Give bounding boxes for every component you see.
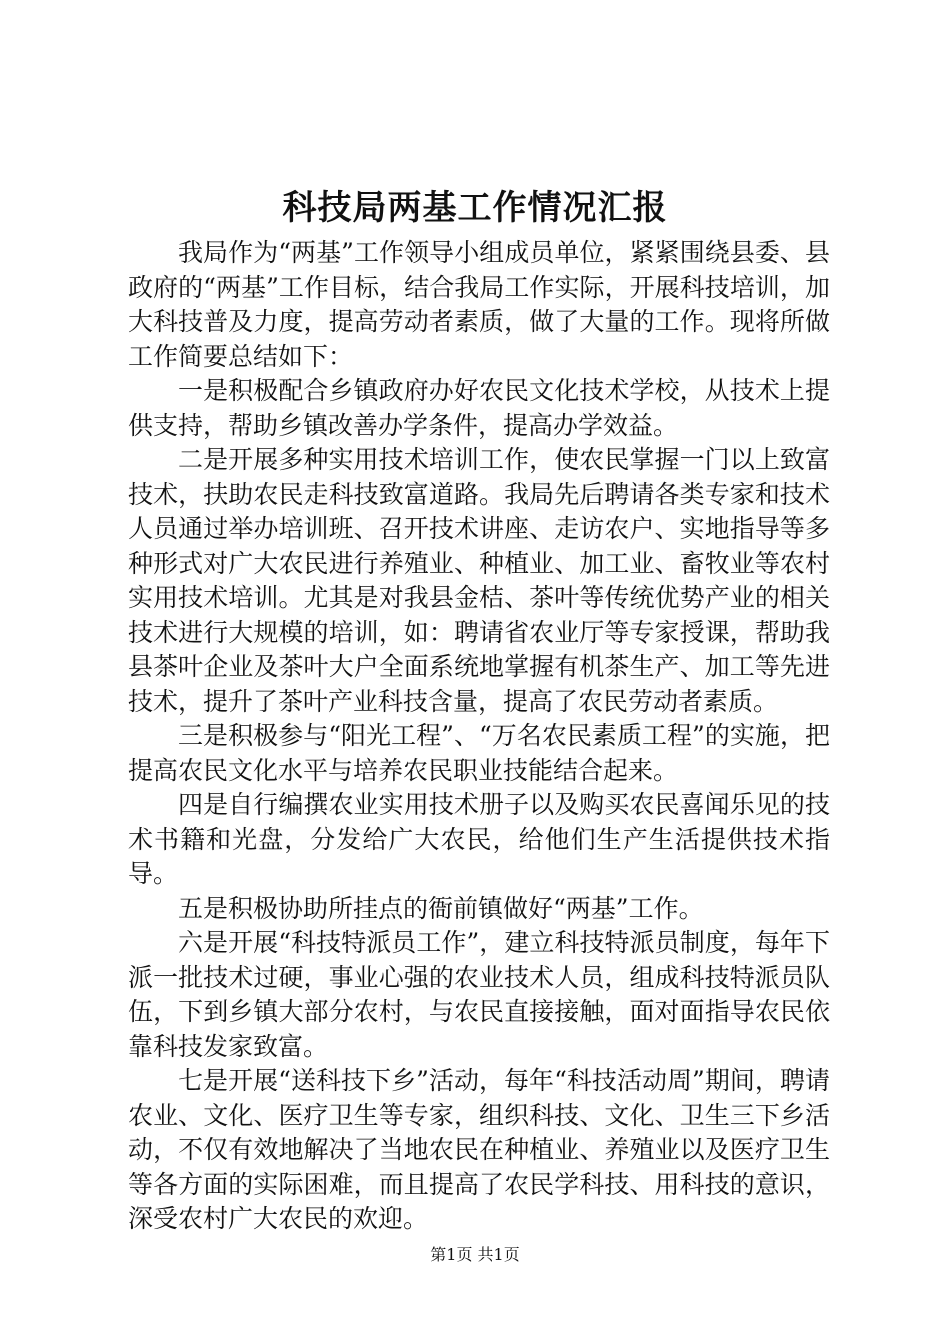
paragraph-item-4: 四是自行编撰农业实用技术册子以及购买农民喜闻乐见的技术书籍和光盘，分发给广大农民，给他们生产生活提供技术指导。	[128, 790, 830, 888]
paragraph-item-2: 二是开展多种实用技术培训工作，使农民掌握一门以上致富技术，扶助农民走科技致富道路。我局先后聘请各类专家和技术人员通过举办培训班、召开技术讲座、走访农户、实地指导等多种形式对广大农民进行养殖业、种植业、加工业、畜牧业等农村实用技术培训。尤其是对我县金桔、茶叶等传统优势产业的相关技术进行大规模的培训，如：聘请省农业厅等专家授课，帮助我县茶叶企业及茶叶大户全面系统地掌握有机茶生产、加工等先进技术，提升了茶叶产业科技含量，提高了农民劳动者素质。	[128, 445, 830, 716]
paragraph-item-3: 三是积极参与“阳光工程”、“万名农民素质工程”的实施，把提高农民文化水平与培养农民职业技能结合起来。	[128, 721, 830, 785]
document-title: 科技局两基工作情况汇报	[282, 188, 668, 228]
paragraph-item-6: 六是开展“科技特派员工作”，建立科技特派员制度，每年下派一批技术过硬，事业心强的农业技术人员，组成科技特派员队伍，下到乡镇大部分农村，与农民直接接触，面对面指导农民依靠科技发家致富。	[128, 928, 830, 1061]
page-number-footer: 第1页 共1页	[430, 1245, 520, 1264]
paragraph-intro: 我局作为“两基”工作领导小组成员单位，紧紧围绕县委、县政府的“两基”工作目标，结合我局工作实际，开展科技培训，加大科技普及力度，提高劳动者素质，做了大量的工作。现将所做工作简要总结如下：	[128, 238, 830, 371]
paragraph-item-1: 一是积极配合乡镇政府办好农民文化技术学校，从技术上提供支持，帮助乡镇改善办学条件，提高办学效益。	[128, 376, 830, 440]
paragraph-item-5: 五是积极协助所挂点的衙前镇做好“两基”工作。	[178, 893, 704, 923]
paragraph-item-7: 七是开展“送科技下乡”活动，每年“科技活动周”期间，聘请农业、文化、医疗卫生等专家，组织科技、文化、卫生三下乡活动，不仅有效地解决了当地农民在种植业、养殖业以及医疗卫生等各方面的实际困难，而且提高了农民学科技、用科技的意识，深受农村广大农民的欢迎。	[128, 1066, 830, 1233]
document-body	[128, 236, 830, 1237]
